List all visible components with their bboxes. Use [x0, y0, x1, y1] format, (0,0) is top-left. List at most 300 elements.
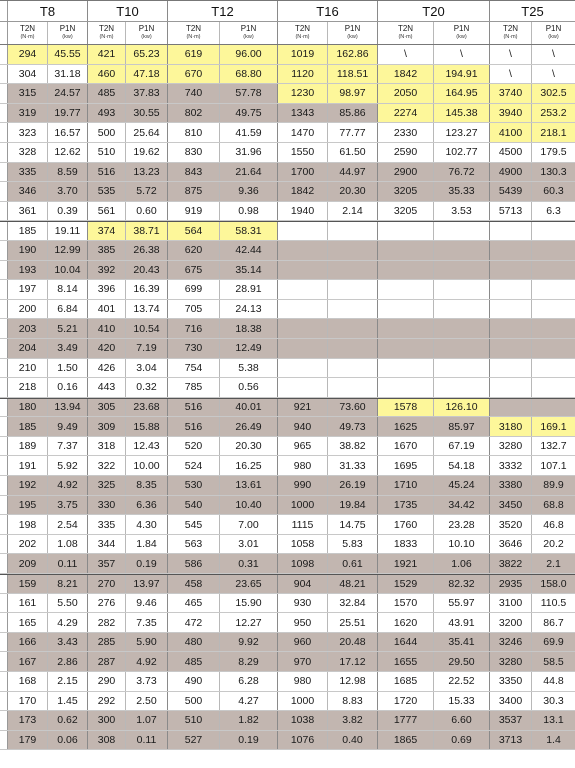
- table-cell: 200: [8, 300, 48, 319]
- table-cell: 282: [88, 613, 126, 632]
- row-group-t20: [378, 378, 490, 397]
- table-cell: 4.30: [126, 515, 168, 534]
- group-title-t12: T12: [168, 1, 278, 21]
- table-cell: 162.86: [328, 45, 378, 64]
- table-row: [0, 241, 575, 261]
- row-group-t10: [88, 163, 168, 182]
- table-cell: 24.57: [48, 84, 88, 103]
- table-cell: 110.5: [532, 594, 575, 613]
- table-cell: 1670: [378, 437, 434, 456]
- row-group-t12: [168, 476, 278, 495]
- row-group-t8: [8, 45, 88, 64]
- table-cell: \: [532, 65, 575, 84]
- table-cell: 10.10: [434, 535, 490, 554]
- table-cell: 3200: [490, 613, 532, 632]
- table-cell: 0.61: [328, 554, 378, 573]
- group-units-t8: [8, 22, 88, 44]
- table-cell: 276: [88, 594, 126, 613]
- table-cell: 3940: [490, 104, 532, 123]
- table-cell: 45.24: [434, 476, 490, 495]
- row-group-t25: [490, 594, 575, 613]
- table-row: [0, 398, 575, 418]
- table-cell: 77.77: [328, 123, 378, 142]
- table-cell: 173: [8, 711, 48, 730]
- table-cell: [378, 241, 434, 260]
- group-units-t25: [490, 22, 575, 44]
- row-stub: [0, 496, 8, 515]
- table-cell: [278, 339, 328, 358]
- table-cell: 0.11: [48, 554, 88, 573]
- power-unit: (kw): [548, 34, 559, 40]
- table-cell: [490, 241, 532, 260]
- row-stub: [0, 65, 8, 84]
- row-group-t16: [278, 496, 378, 515]
- row-stub: [0, 300, 8, 319]
- table-cell: 500: [88, 123, 126, 142]
- table-cell: 3.75: [48, 496, 88, 515]
- table-cell: 619: [168, 45, 220, 64]
- table-cell: 191: [8, 456, 48, 475]
- table-cell: 970: [278, 652, 328, 671]
- row-group-t16: [278, 613, 378, 632]
- table-cell: 3713: [490, 731, 532, 750]
- row-group-t20: [378, 261, 490, 280]
- table-cell: 545: [168, 515, 220, 534]
- table-cell: [490, 280, 532, 299]
- table-row: [0, 535, 575, 555]
- row-group-t12: [168, 437, 278, 456]
- row-stub: [0, 280, 8, 299]
- row-group-t25: [490, 65, 575, 84]
- table-cell: 401: [88, 300, 126, 319]
- table-cell: 563: [168, 535, 220, 554]
- table-cell: 68.80: [220, 65, 278, 84]
- table-row: [0, 456, 575, 476]
- row-group-t25: [490, 731, 575, 750]
- table-cell: 45.55: [48, 45, 88, 64]
- torque-unit: (N·m): [295, 34, 310, 40]
- row-group-t20: [378, 300, 490, 319]
- table-cell: 19.84: [328, 496, 378, 515]
- table-cell: 0.19: [220, 731, 278, 750]
- row-group-t25: [490, 575, 575, 593]
- table-cell: 3180: [490, 417, 532, 436]
- table-cell: 73.60: [328, 399, 378, 417]
- row-stub: [0, 319, 8, 338]
- row-group-t8: [8, 319, 88, 338]
- table-cell: [328, 378, 378, 397]
- row-group-t10: [88, 45, 168, 64]
- table-cell: 204: [8, 339, 48, 358]
- table-cell: 189: [8, 437, 48, 456]
- table-cell: [490, 339, 532, 358]
- table-cell: 54.18: [434, 456, 490, 475]
- row-group-t10: [88, 711, 168, 730]
- table-cell: 5.83: [328, 535, 378, 554]
- table-cell: 490: [168, 672, 220, 691]
- row-group-t8: [8, 359, 88, 378]
- row-group-t16: [278, 359, 378, 378]
- row-group-t12: [168, 399, 278, 417]
- row-group-t25: [490, 496, 575, 515]
- table-cell: 61.50: [328, 143, 378, 162]
- table-cell: 12.99: [48, 241, 88, 260]
- row-group-t20: [378, 359, 490, 378]
- table-cell: 30.55: [126, 104, 168, 123]
- row-group-t20: [378, 633, 490, 652]
- table-cell: 980: [278, 672, 328, 691]
- table-cell: 292: [88, 692, 126, 711]
- table-cell: \: [490, 65, 532, 84]
- row-group-t10: [88, 202, 168, 221]
- table-cell: [532, 399, 575, 417]
- table-cell: 165: [8, 613, 48, 632]
- table-cell: [378, 300, 434, 319]
- table-cell: 335: [8, 163, 48, 182]
- table-cell: 3822: [490, 554, 532, 573]
- table-cell: 2050: [378, 84, 434, 103]
- row-group-t8: [8, 202, 88, 221]
- row-group-t12: [168, 711, 278, 730]
- table-cell: 0.32: [126, 378, 168, 397]
- table-cell: 527: [168, 731, 220, 750]
- row-stub: [0, 143, 8, 162]
- row-group-t16: [278, 280, 378, 299]
- table-cell: 1038: [278, 711, 328, 730]
- table-cell: [532, 241, 575, 260]
- row-group-t8: [8, 575, 88, 593]
- table-cell: 35.41: [434, 633, 490, 652]
- table-cell: 1644: [378, 633, 434, 652]
- table-cell: 510: [88, 143, 126, 162]
- row-group-t8: [8, 711, 88, 730]
- row-group-t25: [490, 241, 575, 260]
- torque-header: [490, 22, 532, 44]
- table-header-units: [0, 22, 575, 45]
- group-units-t10: [88, 22, 168, 44]
- row-group-t16: [278, 633, 378, 652]
- table-cell: 25.64: [126, 123, 168, 142]
- table-cell: 168: [8, 672, 48, 691]
- row-group-t8: [8, 84, 88, 103]
- row-stub: [0, 594, 8, 613]
- row-stub: [0, 378, 8, 397]
- table-cell: 25.51: [328, 613, 378, 632]
- table-cell: 1.08: [48, 535, 88, 554]
- row-group-t25: [490, 672, 575, 691]
- table-cell: 330: [88, 496, 126, 515]
- torque-symbol: T2N: [294, 24, 311, 33]
- table-cell: 3.73: [126, 672, 168, 691]
- table-row: [0, 280, 575, 300]
- table-cell: 10.04: [48, 261, 88, 280]
- table-cell: 67.19: [434, 437, 490, 456]
- table-cell: [434, 319, 490, 338]
- table-cell: [490, 359, 532, 378]
- table-cell: [378, 261, 434, 280]
- row-group-t10: [88, 476, 168, 495]
- table-cell: 3205: [378, 182, 434, 201]
- row-group-t16: [278, 84, 378, 103]
- table-cell: [378, 359, 434, 378]
- power-unit: (kw): [62, 34, 73, 40]
- table-cell: 1230: [278, 84, 328, 103]
- table-cell: 3.04: [126, 359, 168, 378]
- row-group-t8: [8, 163, 88, 182]
- row-stub: [0, 182, 8, 201]
- table-cell: 300: [88, 711, 126, 730]
- table-cell: 1550: [278, 143, 328, 162]
- table-row: [0, 104, 575, 124]
- row-group-t8: [8, 554, 88, 573]
- table-cell: 1842: [378, 65, 434, 84]
- table-row: [0, 84, 575, 104]
- table-cell: 82.32: [434, 575, 490, 593]
- table-cell: 564: [168, 222, 220, 240]
- table-cell: 193: [8, 261, 48, 280]
- table-cell: 197: [8, 280, 48, 299]
- table-cell: [278, 359, 328, 378]
- power-symbol: P1N: [240, 24, 257, 33]
- table-cell: 20.30: [220, 437, 278, 456]
- table-cell: 1578: [378, 399, 434, 417]
- table-cell: [532, 339, 575, 358]
- row-group-t25: [490, 143, 575, 162]
- table-cell: 12.27: [220, 613, 278, 632]
- table-cell: 6.84: [48, 300, 88, 319]
- table-cell: 3280: [490, 437, 532, 456]
- table-cell: 904: [278, 575, 328, 593]
- table-cell: 3646: [490, 535, 532, 554]
- table-cell: [532, 222, 575, 240]
- table-row: [0, 261, 575, 281]
- table-cell: 480: [168, 633, 220, 652]
- table-cell: 118.51: [328, 65, 378, 84]
- table-cell: 49.75: [220, 104, 278, 123]
- row-group-t12: [168, 339, 278, 358]
- row-group-t10: [88, 84, 168, 103]
- table-cell: 309: [88, 417, 126, 436]
- row-stub: [0, 437, 8, 456]
- table-cell: 132.7: [532, 437, 575, 456]
- table-cell: 2330: [378, 123, 434, 142]
- row-group-t12: [168, 202, 278, 221]
- row-group-t20: [378, 594, 490, 613]
- row-group-t16: [278, 261, 378, 280]
- table-cell: 8.14: [48, 280, 88, 299]
- table-cell: 0.60: [126, 202, 168, 221]
- group-title-t8: T8: [8, 1, 88, 21]
- row-group-t8: [8, 476, 88, 495]
- row-stub: [0, 731, 8, 750]
- table-cell: 42.44: [220, 241, 278, 260]
- table-cell: 17.12: [328, 652, 378, 671]
- row-group-t8: [8, 280, 88, 299]
- table-row: [0, 496, 575, 516]
- table-cell: 96.00: [220, 45, 278, 64]
- table-cell: 158.0: [532, 575, 575, 593]
- row-group-t20: [378, 456, 490, 475]
- table-cell: 46.8: [532, 515, 575, 534]
- row-group-t25: [490, 319, 575, 338]
- table-cell: 1921: [378, 554, 434, 573]
- power-symbol: P1N: [59, 24, 76, 33]
- row-group-t16: [278, 535, 378, 554]
- table-cell: \: [532, 45, 575, 64]
- row-group-t25: [490, 280, 575, 299]
- row-stub: [0, 672, 8, 691]
- table-cell: \: [490, 45, 532, 64]
- table-cell: 270: [88, 575, 126, 593]
- table-cell: 0.06: [48, 731, 88, 750]
- table-cell: [328, 319, 378, 338]
- table-cell: 346: [8, 182, 48, 201]
- table-cell: 0.39: [48, 202, 88, 221]
- table-cell: 44.8: [532, 672, 575, 691]
- row-group-t25: [490, 437, 575, 456]
- table-cell: 4900: [490, 163, 532, 182]
- torque-unit: (N·m): [186, 34, 201, 40]
- table-cell: 305: [88, 399, 126, 417]
- table-cell: 20.30: [328, 182, 378, 201]
- row-group-t10: [88, 339, 168, 358]
- table-cell: 5.90: [126, 633, 168, 652]
- table-cell: 2.1: [532, 554, 575, 573]
- row-group-t16: [278, 123, 378, 142]
- group-title-t10: T10: [88, 1, 168, 21]
- row-group-t25: [490, 300, 575, 319]
- row-group-t12: [168, 222, 278, 240]
- table-cell: 830: [168, 143, 220, 162]
- row-group-t20: [378, 575, 490, 593]
- group-units-t16: [278, 22, 378, 44]
- row-group-t8: [8, 672, 88, 691]
- row-stub: [0, 84, 8, 103]
- table-cell: 0.98: [220, 202, 278, 221]
- row-group-t25: [490, 692, 575, 711]
- row-group-t25: [490, 378, 575, 397]
- table-cell: 159: [8, 575, 48, 593]
- table-cell: \: [434, 45, 490, 64]
- row-stub: [0, 399, 8, 417]
- table-cell: 31.33: [328, 456, 378, 475]
- table-cell: 396: [88, 280, 126, 299]
- table-row: [0, 163, 575, 183]
- row-group-t10: [88, 594, 168, 613]
- table-cell: 194.91: [434, 65, 490, 84]
- table-cell: 1833: [378, 535, 434, 554]
- power-header: [126, 22, 168, 44]
- table-cell: 3.01: [220, 535, 278, 554]
- table-cell: 60.3: [532, 182, 575, 201]
- table-cell: 1625: [378, 417, 434, 436]
- table-cell: 3520: [490, 515, 532, 534]
- row-group-t10: [88, 280, 168, 299]
- row-stub: [0, 22, 8, 44]
- row-stub: [0, 261, 8, 280]
- row-group-t12: [168, 456, 278, 475]
- row-group-t16: [278, 594, 378, 613]
- table-cell: 202: [8, 535, 48, 554]
- table-cell: 465: [168, 594, 220, 613]
- row-group-t20: [378, 123, 490, 142]
- torque-symbol: T2N: [185, 24, 202, 33]
- table-cell: 510: [168, 711, 220, 730]
- table-cell: 12.43: [126, 437, 168, 456]
- row-group-t12: [168, 633, 278, 652]
- row-stub: [0, 104, 8, 123]
- table-cell: 1940: [278, 202, 328, 221]
- table-cell: 21.64: [220, 163, 278, 182]
- table-cell: 2.50: [126, 692, 168, 711]
- row-group-t10: [88, 104, 168, 123]
- row-group-t8: [8, 104, 88, 123]
- table-cell: 185: [8, 417, 48, 436]
- row-group-t12: [168, 65, 278, 84]
- table-cell: [434, 222, 490, 240]
- row-group-t25: [490, 554, 575, 573]
- table-cell: 19.11: [48, 222, 88, 240]
- table-cell: 190: [8, 241, 48, 260]
- row-group-t25: [490, 163, 575, 182]
- table-row: [0, 300, 575, 320]
- row-group-t8: [8, 515, 88, 534]
- table-row: [0, 633, 575, 653]
- table-cell: 13.1: [532, 711, 575, 730]
- table-cell: 9.49: [48, 417, 88, 436]
- table-cell: 921: [278, 399, 328, 417]
- table-cell: 9.46: [126, 594, 168, 613]
- row-group-t10: [88, 182, 168, 201]
- table-cell: [278, 280, 328, 299]
- table-cell: [278, 261, 328, 280]
- row-stub: [0, 241, 8, 260]
- power-unit: (kw): [347, 34, 358, 40]
- table-cell: 410: [88, 319, 126, 338]
- table-cell: 1098: [278, 554, 328, 573]
- table-row: [0, 594, 575, 614]
- row-group-t12: [168, 496, 278, 515]
- row-group-t8: [8, 437, 88, 456]
- table-cell: 319: [8, 104, 48, 123]
- table-cell: 26.38: [126, 241, 168, 260]
- table-cell: 3.53: [434, 202, 490, 221]
- power-header: [434, 22, 490, 44]
- row-group-t20: [378, 241, 490, 260]
- table-cell: 843: [168, 163, 220, 182]
- table-cell: 35.14: [220, 261, 278, 280]
- table-cell: 23.28: [434, 515, 490, 534]
- row-group-t25: [490, 476, 575, 495]
- row-group-t16: [278, 202, 378, 221]
- row-group-t20: [378, 692, 490, 711]
- table-cell: [278, 241, 328, 260]
- row-group-t8: [8, 633, 88, 652]
- table-cell: 675: [168, 261, 220, 280]
- table-cell: 318: [88, 437, 126, 456]
- table-cell: 361: [8, 202, 48, 221]
- table-cell: 322: [88, 456, 126, 475]
- table-cell: 2.54: [48, 515, 88, 534]
- table-cell: 1.06: [434, 554, 490, 573]
- row-group-t16: [278, 378, 378, 397]
- table-cell: 4500: [490, 143, 532, 162]
- table-cell: 500: [168, 692, 220, 711]
- table-cell: 34.42: [434, 496, 490, 515]
- row-stub: [0, 633, 8, 652]
- table-cell: [378, 378, 434, 397]
- row-group-t16: [278, 554, 378, 573]
